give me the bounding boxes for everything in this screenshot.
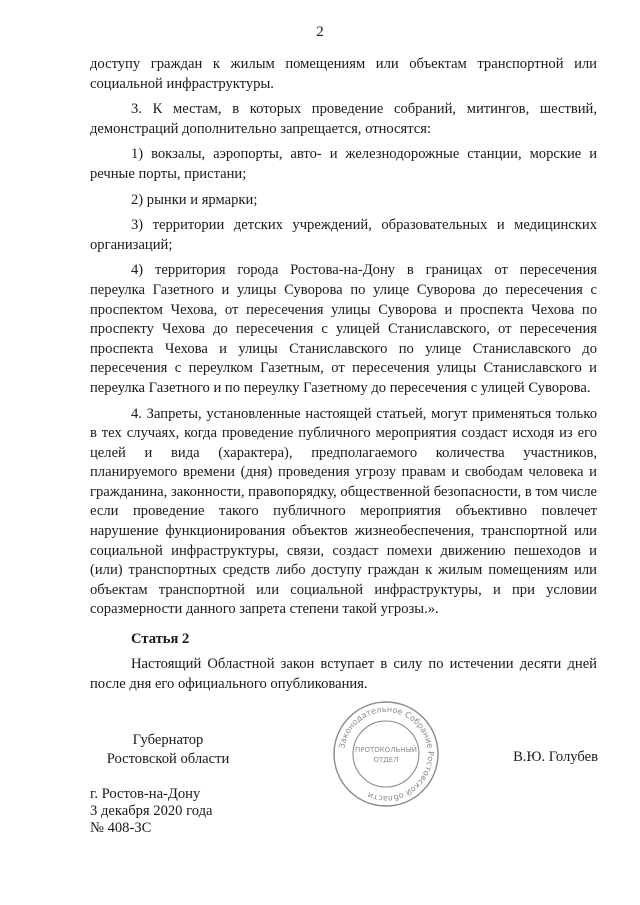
stamp-inner-ring (353, 721, 419, 787)
law-number: № 408-ЗС (90, 820, 152, 836)
signatory-title-line: Губернатор (132, 732, 204, 748)
issue-details (90, 786, 213, 837)
signatory-title (88, 731, 248, 769)
stamp-seal (332, 700, 440, 808)
article-heading: Статья 2 (131, 631, 190, 647)
paragraph: 2) рынки и ярмарки; (131, 191, 258, 208)
article-body (90, 655, 597, 694)
paragraph: Настоящий Областной закон вступает в силу по истечении десяти дней после дня его официального опубликования. (90, 656, 597, 692)
signatory-title-line: Ростовской области (106, 751, 230, 767)
issue-place: г. Ростов-на-Дону (90, 786, 201, 802)
paragraph: 3. К местам, в которых проведение собраний, митингов, шествий, демонстраций дополнительно запрещается, относятся: (90, 101, 597, 137)
page-number: 2 (316, 24, 324, 40)
paragraph: 4) территория города Ростова-на-Дону в границах от пересечения переулка Газетного и улицы Суворова по улице Суворова до пересечения с проспектом Чехова, от пересечения улицы Суворова и проспекта Чехова по проспекту Чехова до пересечения с улицей Станиславского, от пересечения проспекта Чехова и улицы Станиславского по улице Станиславского до пересечения с переулком Газетным, от пересечения улицы Станиславского и переулка Газетного и по переулку Газетному до пересечения с улицей Суворова. (90, 262, 597, 396)
document-body (90, 55, 597, 620)
signatory-name: В.Ю. Голубев (513, 749, 598, 765)
paragraph: 3) территории детских учреждений, образовательных и медицинских организаций; (90, 217, 597, 253)
stamp-inner-text: ОТДЕЛ (373, 756, 399, 764)
stamp-inner-text: ПРОТОКОЛЬНЫЙ (354, 746, 418, 754)
issue-date: 3 декабря 2020 года (90, 803, 213, 819)
paragraph: доступу граждан к жилым помещениям или объектам транспортной или социальной инфраструктуры. (90, 56, 597, 92)
paragraph: 4. Запреты, установленные настоящей статьей, могут применяться только в тех случаях, когда проведение публичного мероприятия создаст исходя из его целей и вида (характера), предполагаемого количества участников, планируемого времени (дня) проведения угрозу правам и свободам человека и гражданина, законности, правопорядку, общественной безопасности, в том числе если проведение такого публичного мероприятия объективно повлечет нарушение функционирования объектов жизнеобеспечения, транспортной или социальной инфраструктуры, связи, создаст помехи движению пешеходов и (или) транспортных средств либо доступу граждан к жилым помещениям или объектам транспортной или социальной инфраструктуры, и при условии соразмерности данного запрета степени такой угрозы.». (90, 405, 597, 618)
paragraph: 1) вокзалы, аэропорты, авто- и железнодорожные станции, морские и речные порты, пристани; (90, 146, 597, 182)
stamp-outer-text: Законодательное Собрание Ростовской области (336, 703, 437, 805)
stamp-outer-ring (334, 702, 438, 806)
